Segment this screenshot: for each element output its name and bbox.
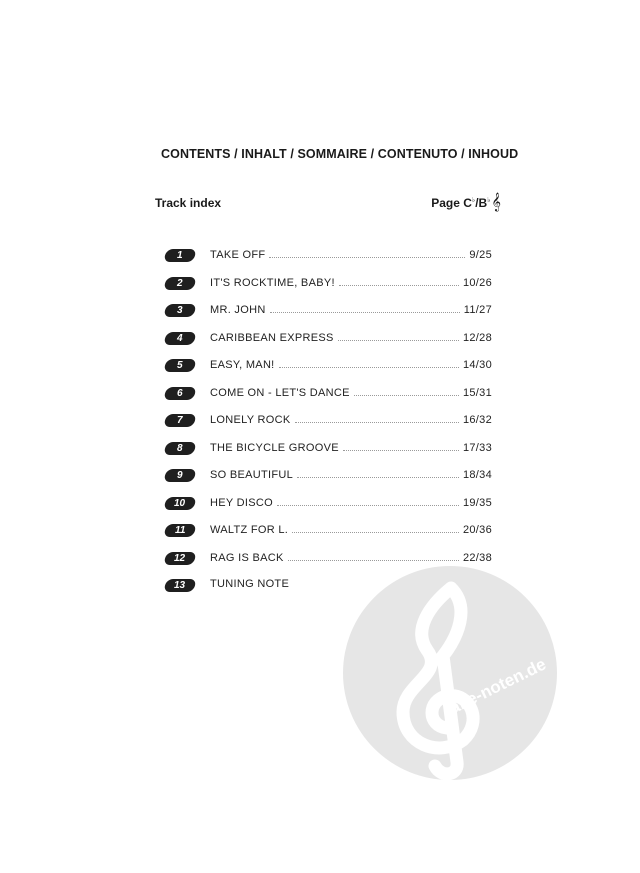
track-number-badge [163, 277, 196, 290]
track-title: LONELY ROCK [210, 414, 291, 426]
dot-leader [277, 496, 459, 506]
track-number-badge [163, 359, 196, 372]
track-number: 1 [177, 250, 183, 261]
contents-heading: CONTENTS / INHALT / SOMMAIRE / CONTENUTO / INHOUD [161, 147, 519, 161]
track-title: RAG IS BACK [210, 551, 284, 564]
track-number: 4 [177, 332, 183, 344]
dot-leader [354, 386, 459, 396]
track-number-badge [163, 442, 196, 455]
watermark-text: alle-noten.de [446, 654, 550, 718]
track-number-badge [163, 414, 196, 427]
track-number: 11 [174, 525, 186, 536]
track-entry [210, 551, 492, 564]
track-row [165, 357, 492, 385]
track-title: CARIBBEAN EXPRESS [210, 331, 334, 344]
track-index-label: Track index [155, 196, 222, 210]
track-pages: 16/32 [462, 414, 492, 426]
track-pages: 19/35 [462, 496, 492, 509]
track-row [165, 302, 492, 330]
dot-leader [292, 523, 459, 533]
track-number-badge [163, 387, 196, 400]
dot-leader [279, 358, 459, 368]
track-title: COME ON - LET'S DANCE [210, 386, 350, 399]
track-row [165, 330, 492, 358]
track-pages: 14/30 [462, 359, 492, 371]
dot-leader [270, 303, 460, 313]
track-number-badge [163, 524, 196, 537]
track-number: 3 [177, 305, 183, 316]
dot-leader [297, 468, 459, 478]
track-title: THE BICYCLE GROOVE [210, 441, 339, 454]
dot-leader [269, 248, 465, 258]
track-number-badge [163, 249, 196, 262]
track-number-badge [163, 304, 196, 317]
track-number: 9 [177, 470, 183, 481]
flat-sign-2: ♭ [487, 197, 491, 204]
dot-leader [288, 551, 459, 561]
track-entry [210, 441, 492, 454]
track-entry [210, 468, 492, 481]
track-row [165, 522, 492, 550]
track-pages: 9/25 [469, 249, 492, 261]
track-number-badge [163, 497, 196, 510]
track-entry [210, 331, 492, 344]
dot-leader [338, 331, 459, 341]
track-pages: 10/26 [462, 276, 492, 289]
track-number-badge [163, 552, 196, 565]
track-entry [210, 276, 492, 289]
track-entry [210, 413, 492, 426]
track-number-badge [163, 469, 196, 482]
track-pages: 22/38 [462, 551, 492, 564]
flat-sign-1: ♭ [471, 197, 476, 204]
track-title: TAKE OFF [210, 249, 266, 261]
track-entry [210, 523, 492, 536]
track-row [165, 495, 492, 523]
track-pages: 20/36 [462, 524, 492, 536]
track-title: HEY DISCO [210, 496, 274, 509]
track-title: MR. JOHN [210, 304, 266, 316]
track-pages: 18/34 [462, 469, 492, 481]
track-row [165, 385, 492, 413]
track-entry [210, 386, 492, 399]
track-number: 6 [177, 387, 183, 399]
track-pages: 12/28 [462, 331, 492, 344]
track-number-badge [163, 579, 196, 592]
treble-clef-icon: 𝄞 [491, 194, 501, 211]
track-number: 7 [177, 415, 183, 426]
track-number: 2 [177, 277, 183, 289]
track-row [165, 275, 492, 303]
track-title: TUNING NOTE [210, 578, 290, 590]
track-row [165, 467, 492, 495]
track-row [165, 412, 492, 440]
track-pages: 15/31 [462, 386, 492, 399]
dot-leader [295, 413, 459, 423]
track-title: SO BEAUTIFUL [210, 469, 294, 481]
track-entry [210, 496, 492, 509]
track-entry [210, 358, 492, 371]
track-number: 10 [174, 497, 186, 509]
track-row [165, 440, 492, 468]
track-number: 13 [174, 580, 186, 591]
track-pages: 11/27 [463, 304, 492, 316]
page-column-label [431, 196, 501, 210]
dot-leader [343, 441, 459, 451]
track-row [165, 247, 492, 275]
track-entry [210, 303, 492, 316]
track-number: 12 [174, 552, 186, 564]
track-number: 5 [177, 360, 183, 371]
track-title: EASY, MAN! [210, 359, 275, 371]
track-entry [210, 248, 492, 261]
track-title: WALTZ FOR L. [210, 524, 289, 536]
track-title: IT'S ROCKTIME, BABY! [210, 276, 335, 289]
track-number-badge [163, 332, 196, 345]
page-label-prefix: Page C [431, 196, 472, 210]
track-pages: 17/33 [462, 441, 492, 454]
watermark-logo [343, 566, 557, 780]
track-number: 8 [177, 442, 183, 454]
dot-leader [339, 276, 459, 286]
track-list [165, 247, 492, 605]
page-label-mid: /B [475, 196, 488, 210]
